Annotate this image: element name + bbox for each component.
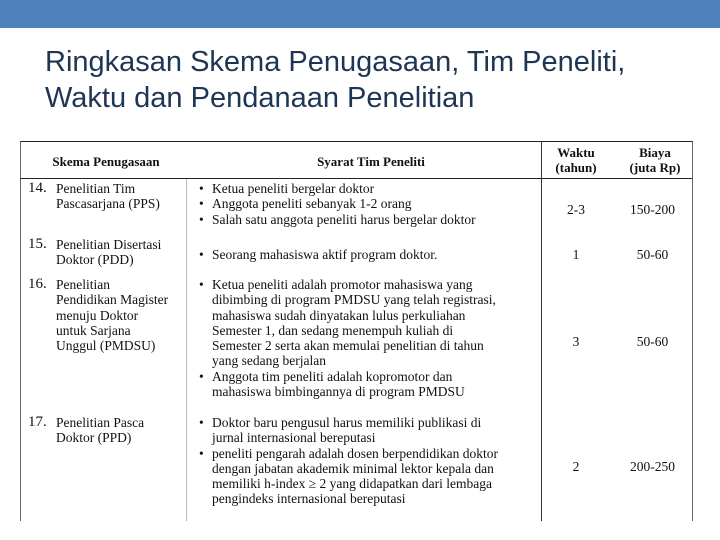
row-number: 17. [28, 414, 47, 430]
summary-table [20, 141, 693, 521]
requirement-list [199, 277, 539, 399]
scheme-name: Penelitian Tim Pascasarjana (PPS) [56, 181, 160, 212]
table-body [20, 179, 693, 521]
requirement-item: • Ketua peneliti bergelar doktor [199, 181, 539, 196]
table-header [20, 141, 693, 179]
scheme-name: Penelitian Pasca Doktor (PPD) [56, 415, 145, 446]
column-divider [541, 142, 542, 180]
top-accent-bar [0, 0, 720, 28]
requirement-item: • Seorang mahasiswa aktif program doktor. [199, 247, 539, 262]
row-number: 15. [28, 236, 47, 252]
requirement-item: • Anggota tim peneliti adalah kopromotor dan mahasiswa bimbingannya di program PMDSU [199, 369, 539, 400]
duration-value: 3 [572, 334, 580, 349]
duration-value: 1 [572, 247, 580, 262]
header-syarat: Syarat Tim Peneliti [317, 154, 425, 169]
requirement-list [199, 415, 539, 507]
header-biaya: Biaya (juta Rp) [629, 145, 681, 175]
requirement-item: • peneliti pengarah adalah dosen berpendidikan doktor dengan jabatan akademik minimal lektor kepala dan memiliki h-index ≥ 2 yang didapatkan dari lembaga pengindeks internasional bereputasi [199, 446, 539, 507]
requirement-item: • Ketua peneliti adalah promotor mahasiswa yang dibimbing di program PMDSU yang telah registrasi, mahasiswa sudah dinyatakan lulus perkuliahan Semester 1, dan sedang menempuh kuliah di Semester 2 serta akan memulai penelitian di tahun yang sedang berjalan [199, 277, 539, 369]
requirement-item: • Salah satu anggota peneliti harus bergelar doktor [199, 212, 539, 227]
header-waktu: Waktu (tahun) [555, 145, 597, 175]
requirement-list [199, 247, 539, 262]
header-skema: Skema Penugasaan [52, 154, 160, 169]
requirement-item: • Anggota peneliti sebanyak 1-2 orang [199, 196, 539, 211]
duration-value: 2-3 [567, 202, 585, 217]
duration-value: 2 [572, 459, 580, 474]
requirement-item: • Doktor baru pengusul harus memiliki publikasi di jurnal internasional bereputasi [199, 415, 539, 446]
slide-title: Ringkasan Skema Penugasaan, Tim Peneliti, Waktu dan Pendanaan Penelitian [45, 46, 626, 114]
row-number: 14. [28, 180, 47, 196]
row-number: 16. [28, 276, 47, 292]
budget-value: 200-250 [630, 459, 675, 474]
budget-value: 150-200 [630, 202, 675, 217]
budget-value: 50-60 [636, 334, 669, 349]
scheme-name: Penelitian Disertasi Doktor (PDD) [56, 237, 162, 268]
scheme-name: Penelitian Pendidikan Magister menuju Doktor untuk Sarjana Unggul (PMDSU) [56, 277, 169, 354]
budget-value: 50-60 [636, 247, 669, 262]
requirement-list [199, 181, 539, 227]
